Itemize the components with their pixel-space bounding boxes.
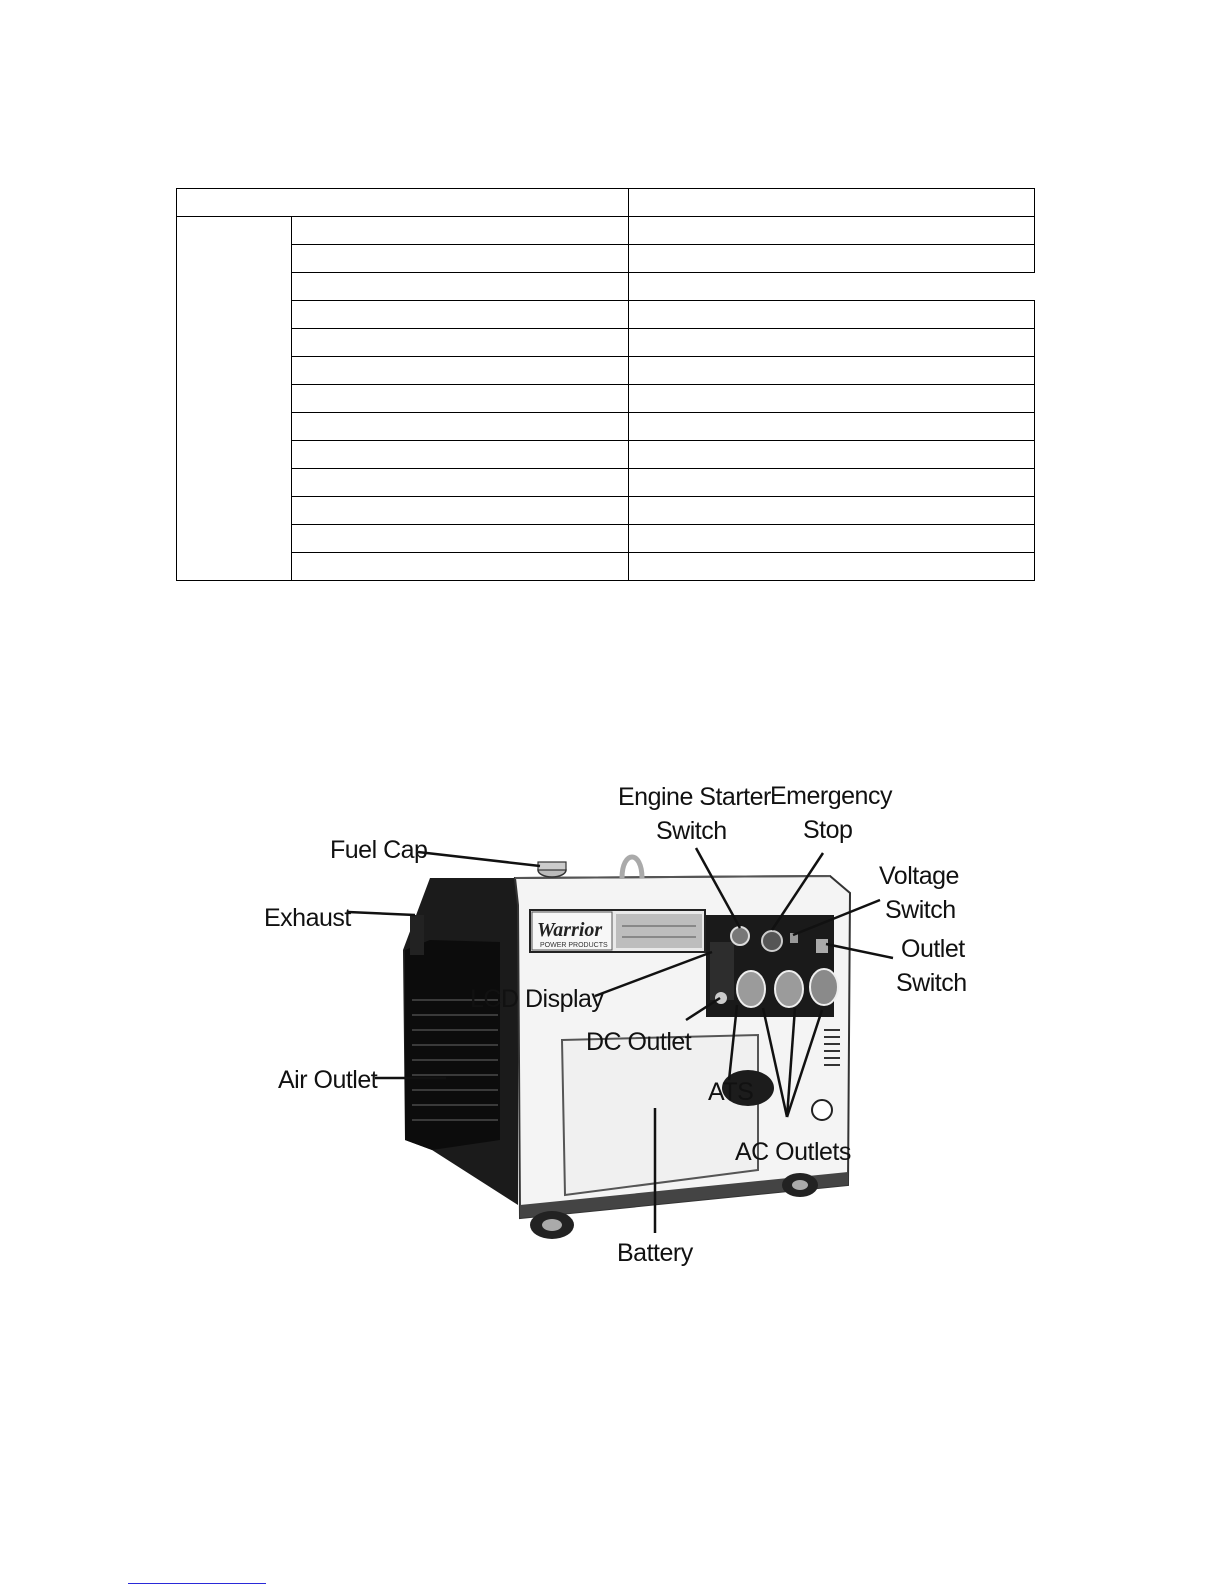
table-row xyxy=(177,273,1035,301)
brand-sub-text: POWER PRODUCTS xyxy=(540,942,608,949)
table-row xyxy=(177,553,1035,581)
rear-panel xyxy=(403,878,518,1205)
table-cell xyxy=(629,525,1035,553)
label-lcd-display: LCD Display xyxy=(470,985,604,1013)
table-row xyxy=(177,525,1035,553)
table-row xyxy=(177,441,1035,469)
table-cell xyxy=(292,273,629,301)
table-cell xyxy=(292,301,629,329)
label-emergency-line1: Emergency xyxy=(770,782,892,810)
label-ats: ATS xyxy=(708,1078,754,1106)
label-emergency-line2: Stop xyxy=(803,816,853,844)
label-fuel-cap: Fuel Cap xyxy=(330,836,428,864)
table-cell xyxy=(629,553,1035,581)
generator-illustration xyxy=(250,775,980,1275)
label-engine-starter-line1: Engine Starter xyxy=(618,783,771,811)
table-cell xyxy=(292,497,629,525)
label-battery: Battery xyxy=(617,1239,693,1267)
ac-outlets xyxy=(737,969,838,1007)
exhaust-pipe xyxy=(410,915,424,955)
table-row xyxy=(177,329,1035,357)
outlet-switch xyxy=(816,939,828,953)
table-row xyxy=(177,245,1035,273)
table-cell xyxy=(292,245,629,273)
table-cell xyxy=(629,497,1035,525)
label-engine-starter-line2: Switch xyxy=(656,817,727,845)
table-cell xyxy=(629,217,1035,245)
table-row xyxy=(177,385,1035,413)
emergency-stop xyxy=(762,931,782,951)
brand-logo-text: Warrior xyxy=(537,919,603,941)
table-cell xyxy=(292,385,629,413)
table-header-cell xyxy=(177,189,629,217)
footer-link-underline xyxy=(128,1583,266,1584)
table-row xyxy=(177,301,1035,329)
table-header-row xyxy=(177,189,1035,217)
spec-table xyxy=(176,188,1035,581)
label-ac-outlets: AC Outlets xyxy=(735,1138,851,1166)
brand-decal xyxy=(530,910,705,952)
table-cell xyxy=(629,357,1035,385)
table-cell xyxy=(629,245,1035,273)
table-cell xyxy=(629,469,1035,497)
table-cell xyxy=(292,441,629,469)
table-cell xyxy=(292,553,629,581)
table-cell xyxy=(292,525,629,553)
table-row xyxy=(177,217,1035,245)
generator-figure xyxy=(250,775,980,1275)
label-outlet-line1: Outlet xyxy=(901,935,965,963)
table-cell xyxy=(629,301,1035,329)
battery-door xyxy=(562,1035,758,1195)
table-group-cell xyxy=(177,217,292,581)
table-header-cell xyxy=(629,189,1035,217)
table-row xyxy=(177,357,1035,385)
table-cell xyxy=(629,385,1035,413)
table-row xyxy=(177,469,1035,497)
dc-outlet xyxy=(715,992,727,1004)
label-exhaust: Exhaust xyxy=(264,904,351,932)
table-cell xyxy=(629,413,1035,441)
table-row xyxy=(177,497,1035,525)
table-cell xyxy=(629,329,1035,357)
table-cell xyxy=(629,441,1035,469)
table-cell xyxy=(292,413,629,441)
table-row xyxy=(177,413,1035,441)
engine-starter-switch xyxy=(731,927,749,945)
table-cell xyxy=(292,357,629,385)
label-dc-outlet: DC Outlet xyxy=(586,1028,692,1056)
table-cell xyxy=(292,329,629,357)
table-cell xyxy=(629,273,1035,301)
label-air-outlet: Air Outlet xyxy=(278,1066,378,1094)
label-voltage-line1: Voltage xyxy=(879,862,959,890)
table-cell xyxy=(292,217,629,245)
table-cell xyxy=(292,469,629,497)
label-voltage-line2: Switch xyxy=(885,896,956,924)
control-panel xyxy=(706,915,838,1017)
label-outlet-line2: Switch xyxy=(896,969,967,997)
silent-badge xyxy=(812,1100,832,1120)
